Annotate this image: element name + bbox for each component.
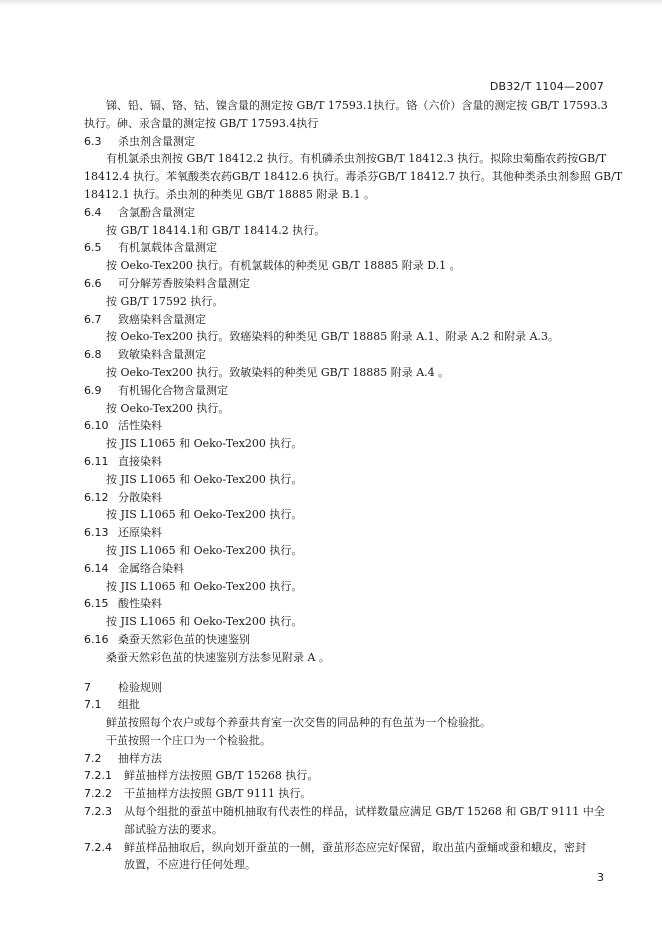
scan-edge: [0, 0, 662, 6]
section-title: 活性染料: [118, 419, 162, 433]
section-number: 6.11: [84, 454, 109, 468]
clause-number: 7.2.1: [84, 769, 112, 783]
section-title: 致敏染料含量测定: [118, 348, 206, 362]
section-heading-6-16: [84, 631, 612, 649]
body-line: 锑、铅、镉、铬、钴、镍含量的测定按 GB/T 17593.1执行。铬（六价）含量的测定按 GB/T 17593.3: [106, 99, 608, 112]
section-heading-6-5: [84, 239, 612, 257]
body-line: 按 Oeko-Tex200 执行。致癌染料的种类见 GB/T 18885 附录 A.1、附录 A.2 和附录 A.3。: [106, 330, 560, 344]
body-line: 按 JIS L1065 和 Oeko-Tex200 执行。: [106, 472, 303, 486]
section-heading-7-2: [84, 750, 612, 768]
section-heading-6-13: [84, 524, 612, 542]
page-number: 3: [597, 871, 604, 884]
section-title: 检验规则: [118, 680, 162, 694]
section-title: 有机氯载体含量测定: [118, 241, 217, 255]
body-line: 按 JIS L1065 和 Oeko-Tex200 执行。: [106, 508, 303, 522]
section-title: 还原染料: [118, 526, 162, 540]
section-title: 可分解芳香胺染料含量测定: [118, 276, 250, 290]
clause-text: 鲜茧样品抽取后，纵向划开蚕茧的一侧，蚕茧形态应完好保留，取出茧内蚕蛹或蚕和蛾皮，密封: [124, 840, 586, 854]
body-line: 有机氯杀虫剂按 GB/T 18412.2 执行。有机磷杀虫剂按GB/T 18412.3 执行。拟除虫菊酯农药按GB/T: [106, 152, 607, 166]
section-number: 7: [84, 680, 91, 694]
document-code: DB32/T 1104—2007: [489, 80, 604, 93]
body-line: 执行。砷、汞含量的测定按 GB/T 17593.4执行: [84, 116, 319, 130]
section-heading-6-6: [84, 275, 612, 293]
body-line: 按 JIS L1065 和 Oeko-Tex200 执行。: [106, 437, 303, 451]
section-title: 酸性染料: [118, 597, 162, 611]
chapter-heading-7: [84, 679, 612, 697]
section-title: 分散染料: [118, 490, 162, 504]
body-line: 按 Oeko-Tex200 执行。有机氯载体的种类见 GB/T 18885 附录 D.1 。: [106, 259, 461, 273]
section-heading-6-7: [84, 311, 612, 329]
body-line: 桑蚕天然彩色茧的快速鉴别方法参见附录 A 。: [106, 650, 330, 664]
section-heading-6-3: [84, 133, 612, 151]
body-line: 按 Oeko-Tex200 执行。致敏染料的种类见 GB/T 18885 附录 A.4 。: [106, 365, 450, 379]
clause-number: 7.2.4: [84, 840, 112, 854]
section-title: 金属络合染料: [118, 561, 184, 575]
clause-number: 7.2.3: [84, 805, 112, 819]
section-heading-6-11: [84, 453, 612, 471]
body-line: 按 JIS L1065 和 Oeko-Tex200 执行。: [106, 615, 303, 629]
section-number: 6.14: [84, 561, 109, 575]
section-number: 6.10: [84, 419, 109, 433]
section-heading-7-1: [84, 696, 612, 714]
body-line: 按 Oeko-Tex200 执行。: [106, 401, 230, 415]
section-number: 6.16: [84, 632, 109, 646]
body-line: 18412.1 执行。杀虫剂的种类见 GB/T 18885 附录 B.1 。: [84, 187, 375, 201]
clause-7-2-1: [84, 767, 612, 785]
clause-text: 从每个组批的蚕茧中随机抽取有代表性的样品，试样数量应满足 GB/T 15268 和 GB/T 9111 中全: [124, 805, 605, 819]
clause-continuation: 放置，不应进行任何处理。: [124, 858, 256, 872]
body-line: 干茧按照一个庄口为一个检验批。: [106, 733, 271, 747]
body-line: 按 GB/T 17592 执行。: [106, 294, 224, 308]
clause-7-2-4: [84, 839, 612, 857]
clause-7-2-3: [84, 803, 612, 821]
body-line: 按 GB/T 18414.1和 GB/T 18414.2 执行。: [106, 223, 326, 237]
section-title: 有机锡化合物含量测定: [118, 383, 228, 397]
section-number: 6.6: [84, 276, 102, 290]
clause-text: 干茧抽样方法按照 GB/T 9111 执行。: [124, 787, 312, 801]
page-body: [84, 97, 623, 874]
section-heading-6-8: [84, 346, 612, 364]
clause-text: 鲜茧抽样方法按照 GB/T 15268 执行。: [124, 769, 319, 783]
body-line: 按 JIS L1065 和 Oeko-Tex200 执行。: [106, 543, 303, 557]
section-number: 6.5: [84, 241, 102, 255]
section-number: 7.2: [84, 751, 102, 765]
section-heading-6-15: [84, 595, 612, 613]
section-number: 6.9: [84, 383, 102, 397]
section-heading-6-14: [84, 560, 612, 578]
section-number: 6.13: [84, 526, 109, 540]
section-title: 致癌染料含量测定: [118, 312, 206, 326]
section-number: 6.12: [84, 490, 109, 504]
clause-7-2-2: [84, 785, 612, 803]
section-number: 6.4: [84, 205, 102, 219]
section-heading-6-12: [84, 489, 612, 507]
section-title: 杀虫剂含量测定: [118, 134, 195, 148]
clause-number: 7.2.2: [84, 787, 112, 801]
section-title: 组批: [118, 698, 140, 712]
section-title: 含氯酚含量测定: [118, 205, 195, 219]
spacer: [84, 667, 612, 679]
section-heading-6-4: [84, 204, 612, 222]
section-number: 6.15: [84, 597, 109, 611]
clause-continuation: 部试验方法的要求。: [124, 822, 223, 836]
section-title: 桑蚕天然彩色茧的快速鉴别: [118, 632, 250, 646]
section-number: 6.8: [84, 348, 102, 362]
section-heading-6-10: [84, 417, 612, 435]
section-number: 6.3: [84, 134, 102, 148]
section-number: 7.1: [84, 698, 102, 712]
section-number: 6.7: [84, 312, 102, 326]
section-title: 抽样方法: [118, 751, 162, 765]
body-line: 18412.4 执行。苯氧酸类农药GB/T 18412.6 执行。毒杀芬GB/T 18412.7 执行。其他种类杀虫剂参照 GB/T: [84, 170, 623, 184]
section-heading-6-9: [84, 382, 612, 400]
body-line: 鲜茧按照每个农户或每个养蚕共育室一次交售的同品种的有色茧为一个检验批。: [106, 716, 491, 730]
section-title: 直接染料: [118, 454, 162, 468]
body-line: 按 JIS L1065 和 Oeko-Tex200 执行。: [106, 579, 303, 593]
